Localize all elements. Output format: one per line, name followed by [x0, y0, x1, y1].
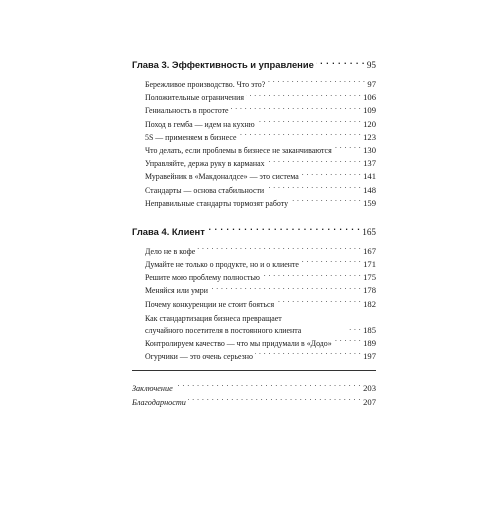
dot-leader [276, 299, 361, 307]
entry-title: Стандарты — основа стабильности [145, 185, 265, 195]
dot-leader [301, 259, 361, 267]
entry-title [145, 313, 345, 337]
chapter-page-number: 95 [366, 60, 376, 70]
entry-page-number: 167 [363, 245, 376, 256]
entry-title: Почему конкуренции не стоит бояться [145, 299, 275, 309]
toc-entry[interactable] [145, 245, 376, 258]
entry-page-number: 189 [363, 337, 376, 348]
toc-entry[interactable] [145, 350, 376, 363]
chapter-3 [132, 58, 376, 210]
divider-rule [132, 370, 376, 371]
entry-title: Решите мою проблему полностью [145, 273, 260, 283]
entry-title-line-1: Как стандартизация бизнеса превращает [145, 314, 282, 324]
toc-section-entry[interactable] [132, 395, 376, 409]
dot-leader [290, 198, 361, 206]
dot-leader [267, 79, 365, 87]
dot-leader [246, 92, 361, 100]
toc-entry[interactable] [145, 197, 376, 210]
entry-page-number: 178 [363, 285, 376, 296]
toc-entry[interactable] [145, 104, 376, 117]
entry-page-number: 171 [363, 259, 376, 270]
entry-title: Муравейник в «Макдоналдсе» — это система [145, 172, 299, 182]
toc-entry[interactable] [145, 284, 376, 297]
section-page-number: 203 [363, 383, 376, 394]
chapter-entries [132, 245, 376, 363]
toc-entry[interactable] [145, 258, 376, 271]
entry-title: Дело не в кофе [145, 246, 196, 256]
dot-leader [316, 59, 365, 68]
toc-entry[interactable] [145, 131, 376, 144]
section-title: Благодарности [132, 398, 186, 408]
dot-leader [210, 286, 361, 294]
entry-title: Огурчики — это очень серьезно [145, 352, 253, 361]
entry-title: Думайте не только о продукте, но и о клиенте [145, 260, 299, 270]
toc-entry[interactable] [145, 337, 376, 350]
entry-page-number: 159 [363, 197, 376, 208]
dot-leader [197, 246, 361, 254]
entry-title: Контролируем качество — что мы придумали в «Додо» [145, 338, 332, 348]
entry-page-number: 197 [363, 351, 376, 361]
chapter-4 [132, 225, 376, 363]
dot-leader [175, 383, 361, 391]
toc-entry[interactable] [145, 78, 376, 91]
entry-page-number: 148 [363, 184, 376, 195]
dot-leader [255, 351, 361, 359]
dot-leader [207, 225, 360, 234]
dot-leader [334, 145, 361, 153]
entry-title: Поход в гемба — идем на кухню [145, 119, 255, 129]
entry-title: Гениальность в простоте [145, 106, 229, 116]
entry-title-line-2: случайного посетителя в постоянного клиента [145, 326, 302, 336]
dot-leader [257, 119, 362, 127]
toc-entry[interactable] [145, 311, 376, 337]
chapter-title: Глава 3. Эффективность и управление [132, 59, 314, 70]
toc-entry[interactable] [145, 170, 376, 183]
section-title: Заключение [132, 384, 173, 394]
toc-entry[interactable] [145, 184, 376, 197]
dot-leader [238, 132, 361, 140]
dot-leader [231, 105, 362, 113]
entry-title: Меняйся или умри [145, 286, 208, 296]
dot-leader [347, 327, 361, 335]
chapter-heading[interactable] [132, 58, 376, 72]
entry-title: Что делать, если проблемы в бизнесе не заканчиваются [145, 145, 332, 155]
dot-leader [301, 171, 361, 179]
entry-title: Положительные ограничения [145, 93, 245, 103]
chapter-heading[interactable] [132, 225, 376, 239]
entry-title: Бережливое производство. Что это? [145, 80, 266, 89]
dot-leader [188, 397, 361, 405]
toc-entry[interactable] [145, 157, 376, 170]
dot-leader [266, 185, 361, 193]
toc-entry[interactable] [145, 91, 376, 104]
toc-section-entry[interactable] [132, 381, 376, 395]
entry-page-number: 106 [363, 92, 376, 103]
back-matter [132, 381, 376, 409]
entry-page-number: 123 [363, 131, 376, 142]
section-page-number: 207 [363, 397, 376, 408]
entry-page-number: 185 [363, 325, 376, 336]
toc-entry[interactable] [145, 271, 376, 284]
toc-entry[interactable] [145, 144, 376, 157]
entry-page-number: 137 [363, 158, 376, 169]
entry-page-number: 141 [363, 171, 376, 182]
toc-entry[interactable] [145, 118, 376, 131]
chapter-page-number: 165 [362, 226, 376, 237]
entry-page-number: 120 [363, 118, 376, 129]
entry-title: Неправильные стандарты тормозят работу [145, 198, 289, 208]
entry-page-number: 109 [363, 105, 376, 116]
entry-title: 5S — применяем в бизнесе [145, 132, 237, 142]
entry-title: Управляйте, держа руку в карманах [145, 159, 265, 169]
toc-entry[interactable] [145, 298, 376, 311]
dot-leader [334, 338, 361, 346]
entry-page-number: 130 [363, 144, 376, 155]
table-of-contents [132, 58, 376, 409]
dot-leader [267, 158, 362, 166]
entry-page-number: 97 [367, 79, 376, 89]
entry-page-number: 175 [363, 272, 376, 283]
entry-page-number: 182 [363, 298, 376, 309]
dot-leader [262, 272, 361, 280]
chapter-title: Глава 4. Клиент [132, 225, 205, 237]
chapter-entries [132, 78, 376, 210]
